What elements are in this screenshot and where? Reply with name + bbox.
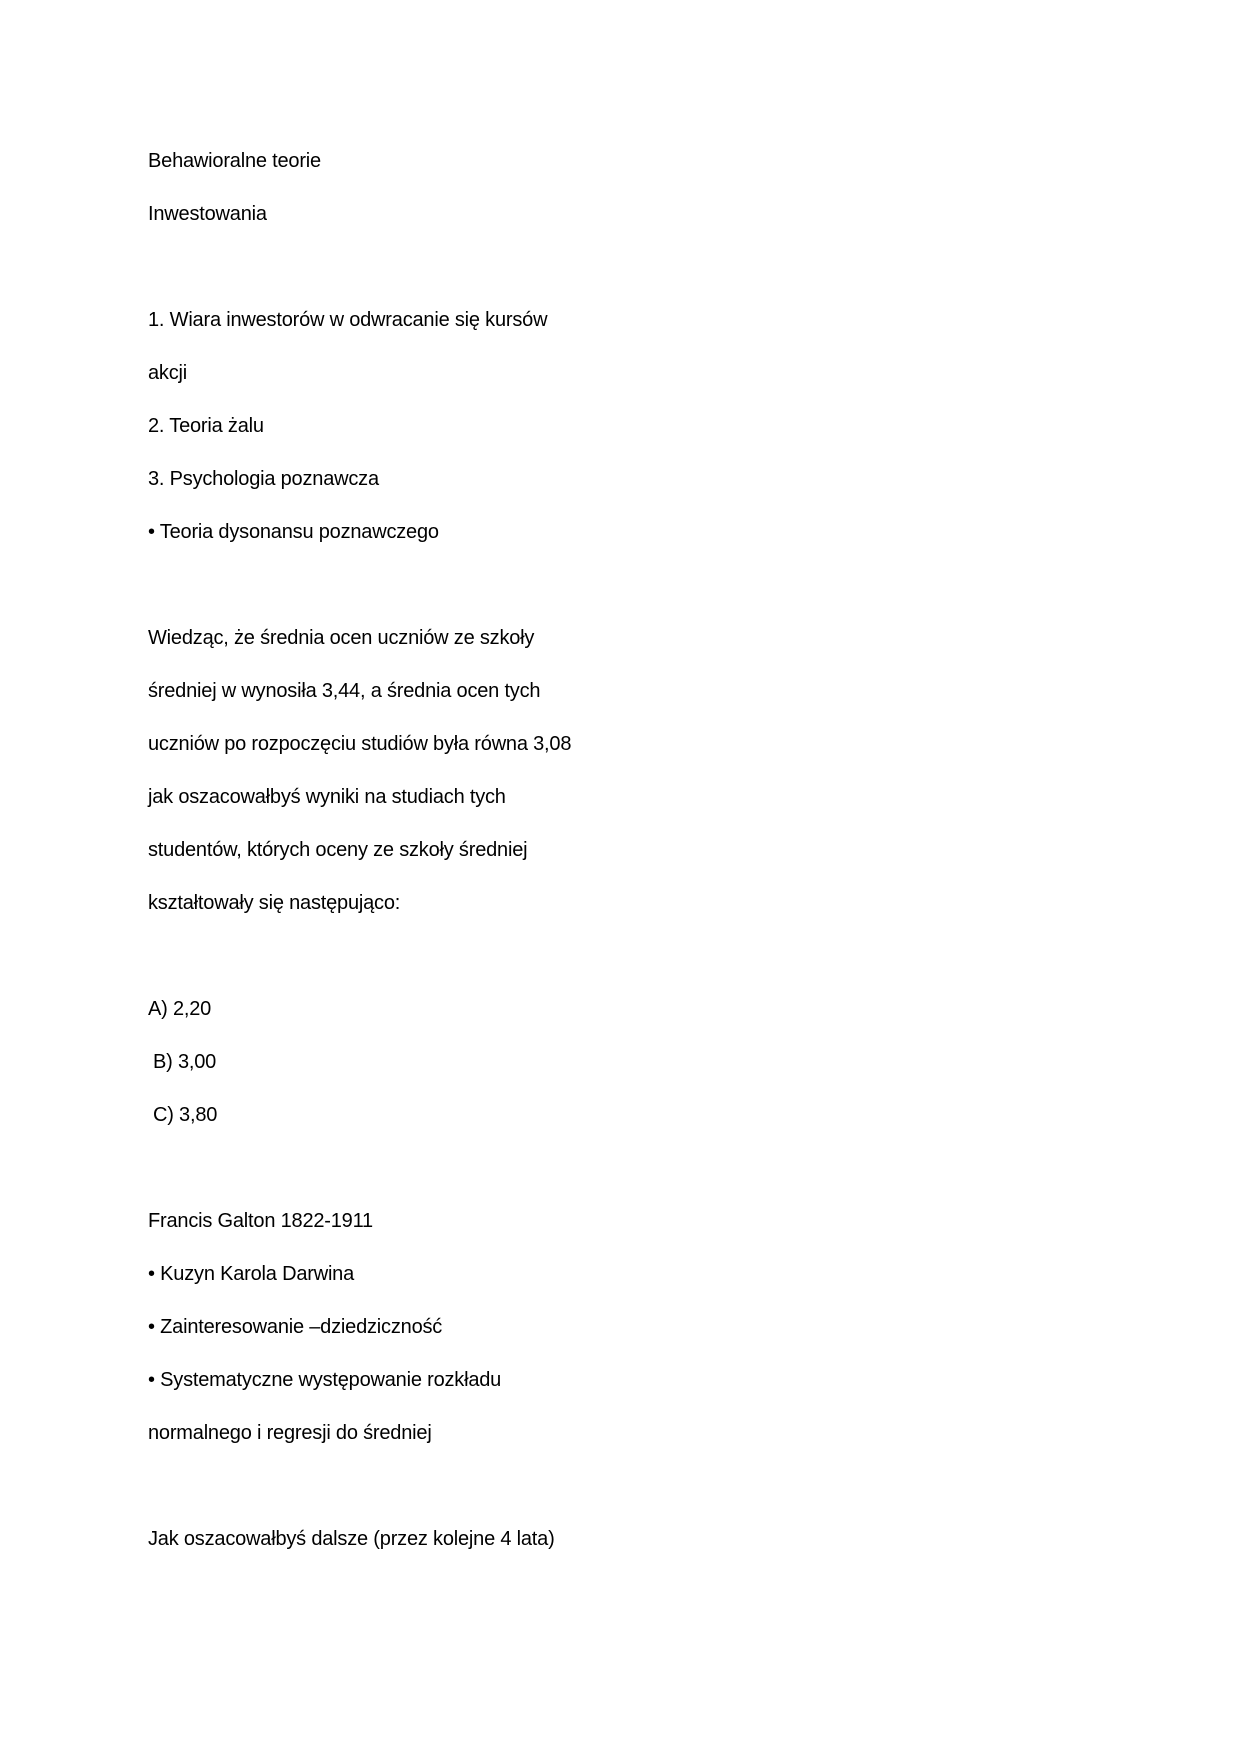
galton-bullet-2: • Zainteresowanie –dziedziczność	[148, 1316, 443, 1338]
closing-question: Jak oszacowałbyś dalsze (przez kolejne 4 lata)	[148, 1528, 555, 1550]
question-line-3: uczniów po rozpoczęciu studiów była równa 3,08	[148, 733, 572, 755]
option-a: A) 2,20	[148, 998, 212, 1020]
galton-bullet-3-continuation: normalnego i regresji do średniej	[148, 1422, 432, 1444]
question-line-5: studentów, których oceny ze szkoły średniej	[148, 839, 528, 861]
list-item-1-continuation: akcji	[148, 362, 188, 384]
galton-heading: Francis Galton 1822-1911	[148, 1210, 373, 1232]
doc-title-line-1: Behawioralne teorie	[148, 150, 321, 172]
list-item-3: 3. Psychologia poznawcza	[148, 468, 379, 490]
bullet-item-dissonance: • Teoria dysonansu poznawczego	[148, 521, 439, 543]
list-item-2: 2. Teoria żalu	[148, 415, 264, 437]
doc-title-line-2: Inwestowania	[148, 203, 267, 225]
galton-bullet-1: • Kuzyn Karola Darwina	[148, 1263, 355, 1285]
question-line-1: Wiedząc, że średnia ocen uczniów ze szkoły	[148, 627, 535, 649]
question-line-6: kształtowały się następująco:	[148, 892, 401, 914]
question-line-2: średniej w wynosiła 3,44, a średnia ocen tych	[148, 680, 541, 702]
list-item-1: 1. Wiara inwestorów w odwracanie się kursów	[148, 309, 548, 331]
galton-bullet-3: • Systematyczne występowanie rozkładu	[148, 1369, 502, 1391]
option-c: C) 3,80	[153, 1104, 218, 1126]
option-b: B) 3,00	[153, 1051, 217, 1073]
question-line-4: jak oszacowałbyś wyniki na studiach tych	[148, 786, 506, 808]
